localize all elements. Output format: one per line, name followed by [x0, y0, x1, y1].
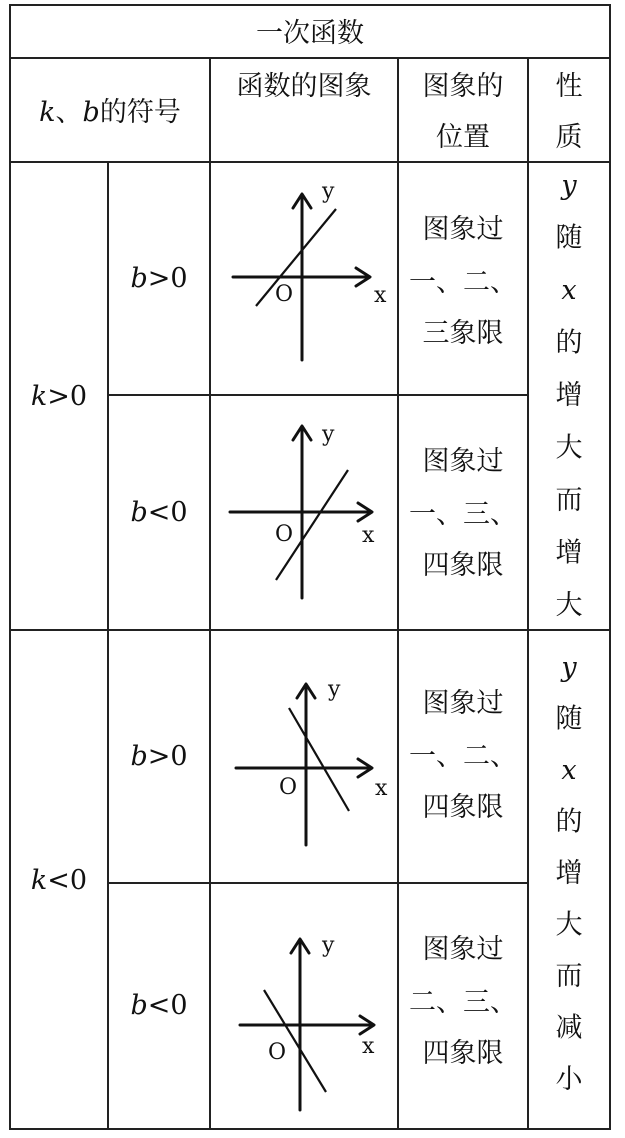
property-char: 随 — [555, 703, 583, 735]
origin-label: O — [268, 1040, 287, 1065]
k-positive-label — [31, 381, 87, 412]
property-char: 大 — [555, 909, 583, 941]
header-sign-sep: 、 — [55, 97, 83, 128]
property-char: x — [561, 755, 577, 786]
property-char: x — [561, 275, 577, 306]
k-negative-cond: <0 — [47, 865, 88, 896]
x-axis-label: x — [362, 1034, 375, 1059]
property-char: 而 — [555, 961, 583, 992]
header-sign-k: k — [39, 97, 56, 128]
property-char: 随 — [555, 222, 583, 254]
property-char: y — [561, 652, 577, 683]
b-var-row-2: b — [130, 497, 148, 528]
position-row-1-line3: 三象限 — [422, 318, 504, 349]
k-negative-label — [31, 865, 87, 896]
property-char: 增 — [555, 537, 583, 569]
y-axis-label: y — [328, 677, 341, 702]
position-row-3-line1: 图象过 — [422, 688, 504, 719]
table-title: 一次函数 — [256, 18, 364, 49]
x-axis-label: x — [375, 776, 388, 801]
b-cond-row-1: >0 — [147, 263, 188, 294]
position-row-3-line2: 一、二、 — [409, 741, 517, 772]
origin-label: O — [275, 282, 294, 307]
position-row-2-line2: 一、三、 — [409, 499, 517, 530]
property-column-increasing — [556, 170, 583, 621]
b-label-row-1 — [130, 263, 187, 294]
header-graph: 函数的图象 — [236, 71, 372, 102]
header-property-line1: 性 — [555, 71, 583, 102]
header-sign — [39, 97, 181, 128]
graph-row-2 — [230, 422, 375, 598]
property-char: 小 — [555, 1064, 583, 1095]
property-char: 的 — [555, 806, 583, 838]
table-grid — [10, 5, 610, 1129]
header-position-line2: 位置 — [436, 122, 490, 153]
property-char: 减 — [555, 1012, 583, 1044]
property-char: 大 — [555, 432, 583, 464]
graph-row-3 — [236, 677, 388, 845]
position-row-3-line3: 四象限 — [422, 792, 504, 823]
y-axis-label: y — [322, 422, 335, 447]
property-char: 增 — [555, 858, 583, 889]
function-line — [289, 708, 349, 811]
graph-row-1 — [233, 179, 387, 360]
position-row-1-line2: 一、二、 — [409, 267, 517, 298]
position-row-4-line2: 二、三、 — [409, 987, 517, 1018]
b-var-row-3: b — [130, 741, 148, 772]
property-char: 增 — [555, 380, 583, 411]
x-axis-label: x — [374, 283, 387, 308]
header-property-line2: 质 — [555, 122, 583, 153]
k-negative-var: k — [30, 865, 48, 896]
header-sign-b: b — [82, 97, 100, 128]
property-char: y — [561, 170, 577, 201]
k-positive-var: k — [30, 381, 48, 412]
property-char: 而 — [555, 485, 583, 516]
position-row-2-line1: 图象过 — [422, 446, 504, 477]
b-var-row-4: b — [130, 990, 148, 1021]
property-column-decreasing — [556, 652, 584, 1095]
b-label-row-2 — [130, 497, 187, 528]
position-row-2-line3: 四象限 — [422, 550, 504, 581]
y-axis-label: y — [322, 933, 335, 958]
header-sign-suffix: 的符号 — [99, 97, 181, 128]
b-label-row-3 — [130, 741, 187, 772]
b-cond-row-3: >0 — [147, 741, 188, 772]
header-position-line1: 图象的 — [422, 71, 504, 102]
origin-label: O — [275, 522, 294, 547]
graph-row-4 — [240, 933, 375, 1110]
b-cond-row-4: <0 — [147, 990, 188, 1021]
k-positive-cond: >0 — [47, 381, 88, 412]
b-label-row-4 — [130, 990, 187, 1021]
b-var-row-1: b — [130, 263, 148, 294]
position-row-4-line3: 四象限 — [422, 1038, 504, 1069]
position-row-1-line1: 图象过 — [422, 214, 504, 245]
origin-label: O — [279, 775, 298, 800]
position-row-4-line1: 图象过 — [422, 934, 504, 965]
function-line — [256, 209, 336, 306]
b-cond-row-2: <0 — [147, 497, 188, 528]
table-border — [10, 5, 610, 1129]
x-axis-label: x — [362, 523, 375, 548]
y-axis-label: y — [322, 179, 335, 204]
property-char: 的 — [555, 327, 583, 359]
property-char: 大 — [555, 590, 583, 621]
